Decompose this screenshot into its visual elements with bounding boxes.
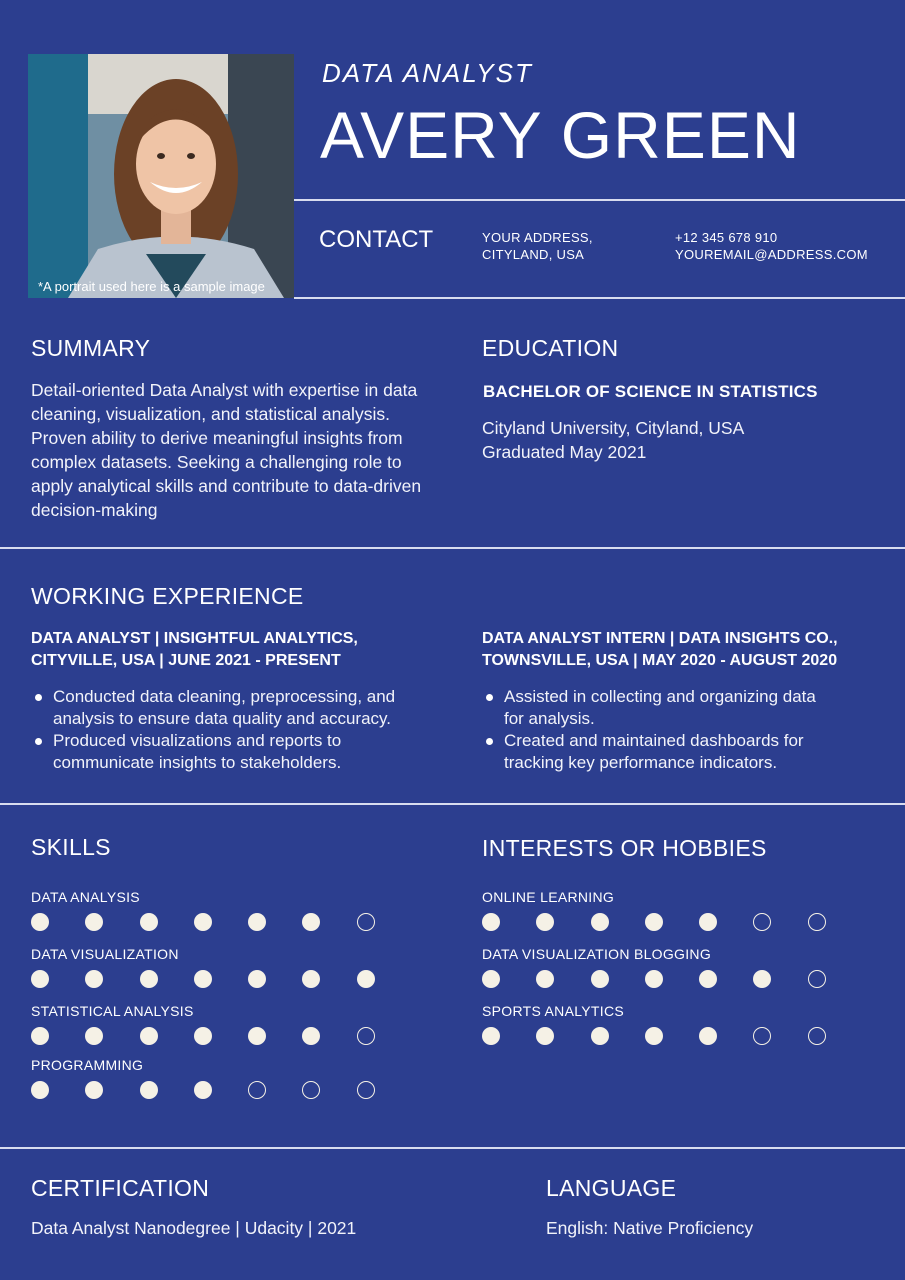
rating-row bbox=[31, 946, 451, 988]
rating-dot-filled bbox=[699, 970, 717, 988]
rating-dot-empty bbox=[808, 970, 826, 988]
rating-dot-empty bbox=[357, 913, 375, 931]
rating-dot-filled bbox=[591, 1027, 609, 1045]
rating-dot-filled bbox=[140, 1027, 158, 1045]
rating-dot-filled bbox=[248, 1027, 266, 1045]
rating-dot-filled bbox=[482, 1027, 500, 1045]
language-text: English: Native Proficiency bbox=[546, 1218, 754, 1238]
rating-dot-filled bbox=[31, 1081, 49, 1099]
divider bbox=[0, 547, 905, 549]
rating-row bbox=[482, 946, 902, 988]
rating-dot-empty bbox=[808, 913, 826, 931]
rating-dot-empty bbox=[248, 1081, 266, 1099]
rating-dot-filled bbox=[194, 1081, 212, 1099]
rating-dot-filled bbox=[645, 913, 663, 931]
rating-dot-filled bbox=[536, 1027, 554, 1045]
contact-phone-email bbox=[675, 229, 868, 263]
rating-dot-filled bbox=[194, 1027, 212, 1045]
rating-dot-filled bbox=[536, 970, 554, 988]
job-bullet bbox=[31, 730, 461, 774]
summary-heading: SUMMARY bbox=[31, 335, 151, 361]
certification-text: Data Analyst Nanodegree | Udacity | 2021 bbox=[31, 1218, 357, 1238]
rating-dot-empty bbox=[808, 1027, 826, 1045]
rating-dots bbox=[31, 1081, 451, 1099]
rating-dot-filled bbox=[248, 970, 266, 988]
portrait-illustration bbox=[28, 54, 294, 298]
bullet-line: Assisted in collecting and organizing data bbox=[504, 687, 816, 706]
rating-dot-empty bbox=[302, 1081, 320, 1099]
rating-dot-filled bbox=[85, 913, 103, 931]
job-bullet bbox=[482, 686, 902, 730]
summary-line: Detail-oriented Data Analyst with expertise in data bbox=[31, 380, 418, 400]
rating-dot-filled bbox=[699, 1027, 717, 1045]
rating-dot-filled bbox=[357, 970, 375, 988]
rating-dot-filled bbox=[31, 1027, 49, 1045]
job-title: DATA ANALYST bbox=[322, 58, 533, 88]
rating-row bbox=[31, 1057, 451, 1099]
rating-dots bbox=[31, 1027, 451, 1045]
job-entry bbox=[482, 628, 902, 774]
rating-dots bbox=[31, 970, 451, 988]
rating-dot-empty bbox=[753, 1027, 771, 1045]
rating-dot-filled bbox=[591, 970, 609, 988]
job-bullet bbox=[31, 686, 461, 730]
bullet-line: Conducted data cleaning, preprocessing, and bbox=[53, 687, 396, 706]
rating-dot-filled bbox=[699, 913, 717, 931]
experience-heading: WORKING EXPERIENCE bbox=[31, 583, 304, 609]
bullet-line: communicate insights to stakeholders. bbox=[53, 753, 342, 772]
contact-phone: +12 345 678 910 bbox=[675, 230, 778, 245]
rating-dot-empty bbox=[357, 1027, 375, 1045]
contact-email: YOUREMAIL@ADDRESS.COM bbox=[675, 247, 868, 262]
rating-dot-filled bbox=[194, 970, 212, 988]
job-title-line: DATA ANALYST | INSIGHTFUL ANALYTICS, bbox=[31, 630, 358, 647]
contact-address bbox=[482, 229, 593, 263]
rating-label: STATISTICAL ANALYSIS bbox=[31, 1003, 194, 1019]
education-graduated: Graduated May 2021 bbox=[482, 442, 647, 462]
rating-dot-filled bbox=[536, 913, 554, 931]
rating-label: DATA ANALYSIS bbox=[31, 889, 140, 905]
job-title-line: DATA ANALYST INTERN | DATA INSIGHTS CO., bbox=[482, 630, 838, 647]
rating-dots bbox=[482, 913, 902, 931]
rating-row bbox=[482, 1003, 902, 1045]
job-bullets bbox=[482, 686, 902, 774]
rating-dot-filled bbox=[482, 913, 500, 931]
summary-line: Proven ability to derive meaningful insights from bbox=[31, 428, 403, 448]
rating-dot-filled bbox=[194, 913, 212, 931]
rating-label: ONLINE LEARNING bbox=[482, 889, 615, 905]
summary-line: apply analytical skills and contribute to data-driven bbox=[31, 476, 422, 496]
rating-dot-filled bbox=[302, 913, 320, 931]
contact-heading: CONTACT bbox=[319, 226, 434, 253]
rating-dot-filled bbox=[85, 1081, 103, 1099]
rating-dot-filled bbox=[31, 913, 49, 931]
rating-label: DATA VISUALIZATION BLOGGING bbox=[482, 946, 712, 962]
profile-photo bbox=[28, 54, 294, 298]
bullet-line: for analysis. bbox=[504, 709, 595, 728]
summary-line: complex datasets. Seeking a challenging role to bbox=[31, 452, 402, 472]
rating-dot-filled bbox=[85, 1027, 103, 1045]
bullet-line: analysis to ensure data quality and accuracy. bbox=[53, 709, 391, 728]
job-bullets bbox=[31, 686, 461, 774]
job-bullet bbox=[482, 730, 902, 774]
address-line-1: YOUR ADDRESS, bbox=[482, 230, 593, 245]
rating-dot-empty bbox=[753, 913, 771, 931]
summary-line: cleaning, visualization, and statistical analysis. bbox=[31, 404, 390, 424]
education-heading: EDUCATION bbox=[482, 335, 619, 361]
hobbies-heading: INTERESTS OR HOBBIES bbox=[482, 835, 767, 861]
divider bbox=[294, 199, 905, 201]
rating-dot-filled bbox=[302, 970, 320, 988]
job-title-line: TOWNSVILLE, USA | MAY 2020 - AUGUST 2020 bbox=[482, 652, 838, 669]
language-heading: LANGUAGE bbox=[546, 1175, 677, 1201]
rating-label: PROGRAMMING bbox=[31, 1057, 144, 1073]
rating-dot-filled bbox=[31, 970, 49, 988]
summary-text bbox=[31, 378, 451, 522]
education-school: Cityland University, Cityland, USA bbox=[482, 418, 745, 438]
rating-dot-filled bbox=[248, 913, 266, 931]
rating-dot-filled bbox=[140, 970, 158, 988]
rating-row bbox=[482, 889, 902, 931]
rating-dot-filled bbox=[753, 970, 771, 988]
rating-row bbox=[31, 889, 451, 931]
summary-line: decision-making bbox=[31, 500, 158, 520]
rating-dot-filled bbox=[645, 970, 663, 988]
rating-row bbox=[31, 1003, 451, 1045]
job-entry bbox=[31, 628, 461, 774]
rating-dot-filled bbox=[302, 1027, 320, 1045]
candidate-name: AVERY GREEN bbox=[320, 98, 801, 172]
address-line-2: CITYLAND, USA bbox=[482, 247, 585, 262]
rating-dot-filled bbox=[591, 913, 609, 931]
skills-heading: SKILLS bbox=[31, 834, 111, 860]
rating-dot-filled bbox=[482, 970, 500, 988]
rating-dot-empty bbox=[357, 1081, 375, 1099]
education-details bbox=[482, 416, 744, 464]
bullet-line: tracking key performance indicators. bbox=[504, 753, 778, 772]
photo-caption: *A portrait used here is a sample image bbox=[38, 279, 265, 294]
divider bbox=[294, 297, 905, 299]
rating-dots bbox=[482, 1027, 902, 1045]
job-title-line: CITYVILLE, USA | JUNE 2021 - PRESENT bbox=[31, 652, 341, 669]
rating-dot-filled bbox=[140, 913, 158, 931]
rating-dot-filled bbox=[645, 1027, 663, 1045]
rating-label: DATA VISUALIZATION bbox=[31, 946, 179, 962]
divider bbox=[0, 1147, 905, 1149]
divider bbox=[0, 803, 905, 805]
rating-dots bbox=[482, 970, 902, 988]
bullet-line: Created and maintained dashboards for bbox=[504, 731, 804, 750]
skills-list bbox=[31, 889, 451, 1099]
hobbies-list bbox=[482, 889, 902, 1045]
rating-dots bbox=[31, 913, 451, 931]
certification-heading: CERTIFICATION bbox=[31, 1175, 210, 1201]
rating-dot-filled bbox=[85, 970, 103, 988]
bullet-line: Produced visualizations and reports to bbox=[53, 731, 342, 750]
education-degree: BACHELOR OF SCIENCE IN STATISTICS bbox=[483, 382, 818, 401]
rating-dot-filled bbox=[140, 1081, 158, 1099]
rating-label: SPORTS ANALYTICS bbox=[482, 1003, 624, 1019]
